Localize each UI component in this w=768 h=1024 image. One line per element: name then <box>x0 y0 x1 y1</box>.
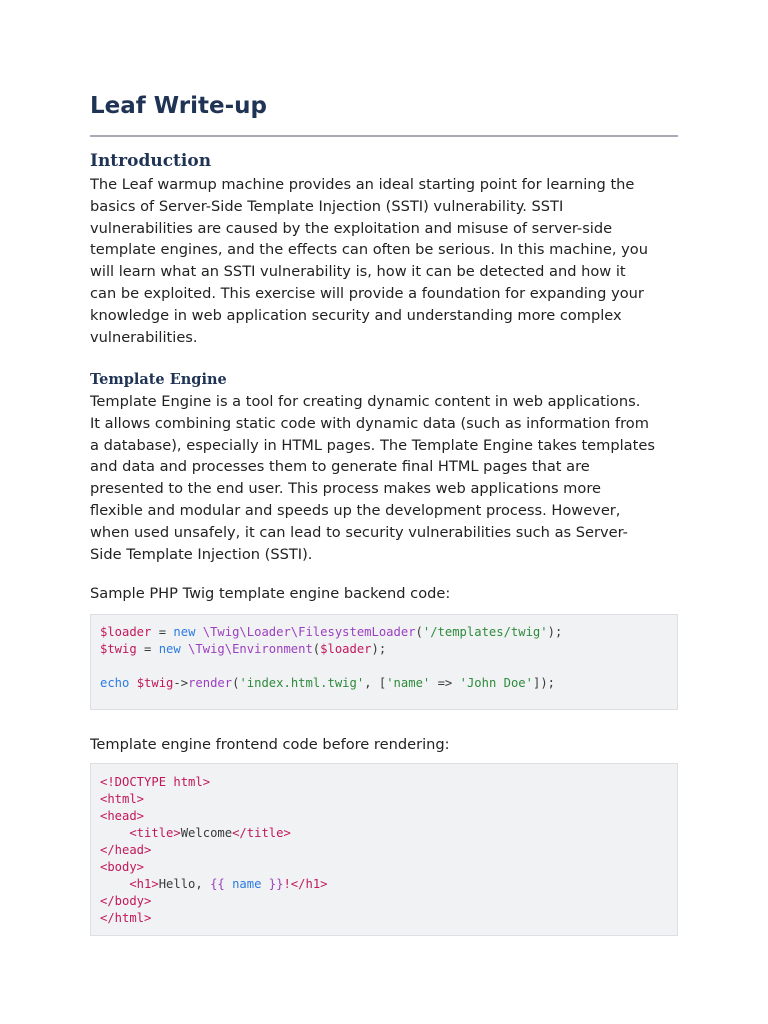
code-token: = <box>151 625 174 639</box>
backend-caption-text: Sample PHP Twig template engine backend code: <box>90 585 451 602</box>
template-engine-line: flexible and modular and speeds up the development process. However, <box>90 501 621 519</box>
code-token: name <box>232 877 262 891</box>
backend-code-caption <box>90 583 680 605</box>
template-engine-line: presented to the end user. This process makes web applications more <box>90 480 601 498</box>
code-token: $twig <box>129 676 174 690</box>
code-token: ( <box>415 625 423 639</box>
code-token: Welcome <box>180 826 233 840</box>
template-engine-heading: Template Engine <box>90 371 227 388</box>
code-token: ]); <box>532 676 555 690</box>
introduction-paragraph <box>90 174 680 348</box>
code-line <box>100 624 562 641</box>
intro-line: will learn what an SSTI vulnerability is, how it can be detected and how it <box>90 263 626 281</box>
code-line <box>100 842 328 859</box>
template-engine-paragraph <box>90 391 680 565</box>
code-token: = <box>136 642 159 656</box>
intro-line: vulnerabilities. <box>90 328 198 346</box>
code-token: 'John Doe' <box>459 676 533 690</box>
frontend-code-block <box>90 763 678 936</box>
code-token: ( <box>232 676 240 690</box>
code-token: }} <box>261 877 284 891</box>
code-token: $loader <box>100 625 152 639</box>
code-token: <html> <box>100 792 145 806</box>
code-token: Hello, <box>158 877 211 891</box>
code-line <box>100 808 328 825</box>
intro-line: can be exploited. This exercise will provide a foundation for expanding your <box>90 284 644 302</box>
intro-line: template engines, and the effects can often be serious. In this machine, you <box>90 241 648 259</box>
code-token: 'name' <box>386 676 431 690</box>
code-token: <head> <box>100 809 145 823</box>
code-token: <h1> <box>100 877 159 891</box>
code-token: </title> <box>232 826 291 840</box>
code-token: $twig <box>100 642 137 656</box>
code-line <box>100 825 328 842</box>
code-blank-line <box>100 658 562 675</box>
code-token: <title> <box>100 826 181 840</box>
code-token: => <box>430 676 460 690</box>
code-line <box>100 641 562 658</box>
code-line <box>100 893 328 910</box>
backend-code-block <box>90 614 678 710</box>
page-title: Leaf Write-up <box>90 93 267 119</box>
code-token: , [ <box>364 676 387 690</box>
code-line <box>100 675 562 692</box>
code-token: </body> <box>100 894 152 908</box>
code-line <box>100 859 328 876</box>
intro-line: basics of Server-Side Template Injection (SSTI) vulnerability. SSTI <box>90 197 564 215</box>
code-token: \Twig\Loader\FilesystemLoader <box>195 625 416 639</box>
code-token: {{ <box>210 877 233 891</box>
introduction-heading: Introduction <box>90 151 212 171</box>
code-token: ( <box>312 642 321 656</box>
code-line <box>100 774 328 791</box>
template-engine-line: a database), especially in HTML pages. The Template Engine takes templates <box>90 436 655 454</box>
template-engine-line: It allows combining static code with dynamic data (such as information from <box>90 414 649 432</box>
template-engine-line: when used unsafely, it can lead to security vulnerabilities such as Server- <box>90 523 628 541</box>
code-token: ); <box>547 625 563 639</box>
code-token: $loader <box>320 642 372 656</box>
code-token: \Twig\Environment <box>180 642 313 656</box>
code-token: new <box>158 642 181 656</box>
code-token: -> <box>173 676 189 690</box>
title-divider <box>90 135 678 137</box>
code-token: 'index.html.twig' <box>239 676 365 690</box>
code-token: echo <box>100 676 130 690</box>
code-token: new <box>173 625 196 639</box>
template-engine-line: Template Engine is a tool for creating dynamic content in web applications. <box>90 393 641 410</box>
frontend-code-caption <box>90 734 680 756</box>
template-engine-line: Side Template Injection (SSTI). <box>90 545 313 563</box>
code-token: </head> <box>100 843 152 857</box>
code-line <box>100 876 328 893</box>
template-engine-line: and data and processes them to generate final HTML pages that are <box>90 458 590 476</box>
code-token: <body> <box>100 860 145 874</box>
intro-line: vulnerabilities are caused by the exploitation and misuse of server-side <box>90 219 613 237</box>
code-token: </html> <box>100 911 152 925</box>
code-token: !</h1> <box>283 877 328 891</box>
code-token: '/templates/twig' <box>422 625 548 639</box>
code-token: ); <box>371 642 387 656</box>
code-token: render <box>188 676 233 690</box>
frontend-caption-text: Template engine frontend code before rendering: <box>90 736 450 753</box>
code-token: <!DOCTYPE html> <box>100 775 211 789</box>
code-line <box>100 910 328 927</box>
code-line <box>100 791 328 808</box>
intro-line: knowledge in web application security and understanding more complex <box>90 306 622 324</box>
intro-line: The Leaf warmup machine provides an ideal starting point for learning the <box>90 176 635 193</box>
